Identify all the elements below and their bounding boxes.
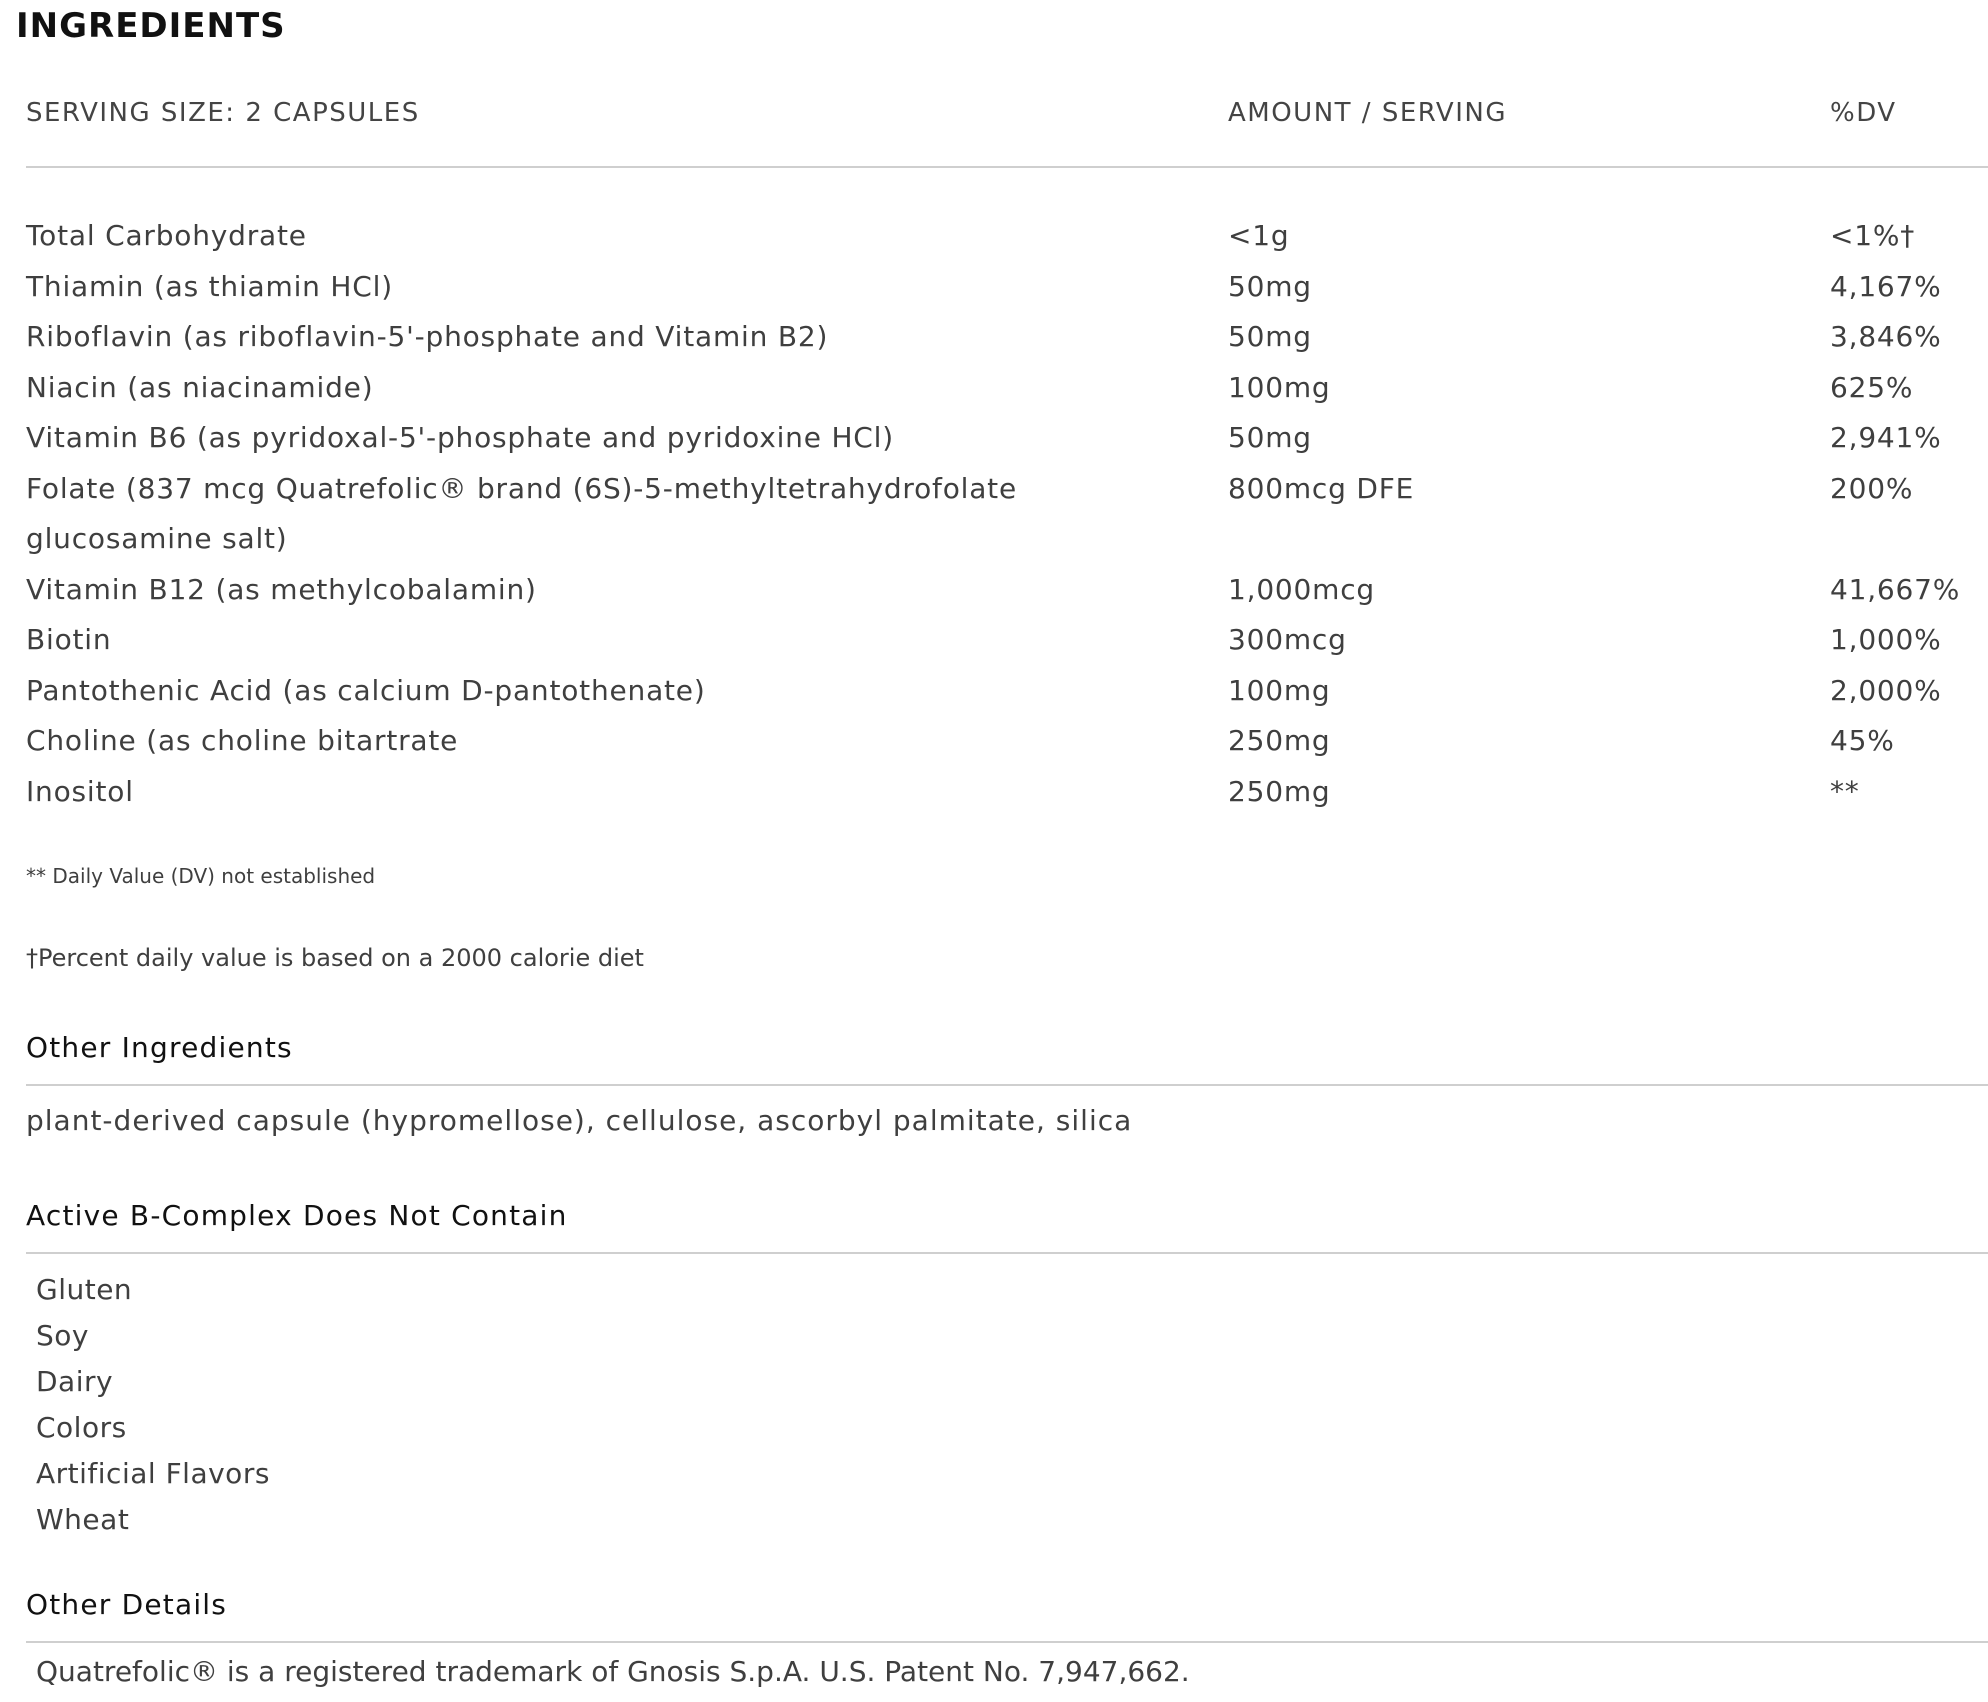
list-item: Colors <box>36 1411 127 1444</box>
nutrient-name: Vitamin B6 (as pyridoxal-5'-phosphate and pyridoxine HCl) <box>26 421 894 454</box>
header-divider <box>26 166 1988 168</box>
header-amount: AMOUNT / SERVING <box>1228 98 1507 128</box>
nutrient-amount: 50mg <box>1228 421 1312 454</box>
other-details-divider <box>26 1641 1988 1643</box>
nutrient-dv: 4,167% <box>1830 269 1942 303</box>
nutrient-dv: ** <box>1830 774 1860 808</box>
nutrient-name: Pantothenic Acid (as calcium D-pantothenate) <box>26 673 706 707</box>
nutrient-amount: 50mg <box>1228 269 1312 303</box>
table-row <box>26 767 1988 818</box>
nutrient-name: Folate (837 mcg Quatrefolic® brand (6S)-5-methyltetrahydrofolate glucosamine salt) <box>26 471 1017 555</box>
table-row <box>26 363 1988 414</box>
table-row <box>26 716 1988 767</box>
nutrient-amount: 250mg <box>1228 724 1331 757</box>
nutrient-name: Vitamin B12 (as methylcobalamin) <box>26 572 537 606</box>
table-row <box>26 262 1988 313</box>
nutrient-amount: 800mcg DFE <box>1228 471 1415 505</box>
other-ingredients-title: Other Ingredients <box>26 1031 293 1064</box>
table-row <box>26 666 1988 717</box>
does-not-contain-title: Active B-Complex Does Not Contain <box>26 1199 568 1232</box>
nutrient-amount: 1,000mcg <box>1228 572 1376 606</box>
nutrient-name: Niacin (as niacinamide) <box>26 370 374 404</box>
nutrient-dv: 200% <box>1830 471 1914 505</box>
footnote-dv-not-established: ** Daily Value (DV) not established <box>26 864 376 888</box>
other-ingredients-text: plant-derived capsule (hypromellose), cellulose, ascorbyl palmitate, silica <box>26 1104 1133 1137</box>
other-ingredients-divider <box>26 1084 1988 1086</box>
nutrient-name: Thiamin (as thiamin HCl) <box>26 269 393 303</box>
table-row <box>26 211 1988 262</box>
list-item: Gluten <box>36 1273 133 1306</box>
table-row <box>26 565 1988 616</box>
nutrient-name: Choline (as choline bitartrate <box>26 724 459 757</box>
page-title: INGREDIENTS <box>16 6 286 46</box>
nutrient-amount: <1g <box>1228 219 1290 252</box>
nutrient-dv: 3,846% <box>1830 320 1942 353</box>
header-dv: %DV <box>1830 98 1897 128</box>
nutrient-amount: 50mg <box>1228 320 1312 353</box>
nutrient-name: Total Carbohydrate <box>26 219 307 252</box>
nutrient-dv: 625% <box>1830 370 1914 404</box>
list-item: Soy <box>36 1319 89 1352</box>
list-item: Artificial Flavors <box>36 1457 270 1490</box>
footnote-percent-basis: †Percent daily value is based on a 2000 calorie diet <box>26 944 644 972</box>
does-not-contain-list <box>36 1267 270 1543</box>
nutrient-amount: 300mcg <box>1228 623 1347 656</box>
table-row <box>26 464 1988 565</box>
nutrient-dv: 2,000% <box>1830 673 1942 707</box>
other-details-title: Other Details <box>26 1588 228 1621</box>
header-serving-size: SERVING SIZE: 2 CAPSULES <box>26 98 420 128</box>
nutrient-dv: 45% <box>1830 724 1895 757</box>
nutrient-dv: 2,941% <box>1830 421 1942 454</box>
nutrient-amount: 100mg <box>1228 673 1331 707</box>
does-not-contain-divider <box>26 1252 1988 1254</box>
nutrient-name: Inositol <box>26 774 134 808</box>
nutrient-amount: 100mg <box>1228 370 1331 404</box>
nutrient-name: Riboflavin (as riboflavin-5'-phosphate and Vitamin B2) <box>26 320 829 353</box>
table-row <box>26 312 1988 363</box>
nutrient-dv: 41,667% <box>1830 572 1961 606</box>
other-details-text: Quatrefolic® is a registered trademark of Gnosis S.p.A. U.S. Patent No. 7,947,662. <box>36 1655 1190 1688</box>
table-row <box>26 413 1988 464</box>
nutrient-name: Biotin <box>26 623 112 656</box>
nutrient-table-body <box>26 211 1988 817</box>
list-item: Dairy <box>36 1365 114 1398</box>
table-row <box>26 615 1988 666</box>
table-header <box>26 96 1988 136</box>
nutrient-dv: 1,000% <box>1830 623 1942 656</box>
nutrient-dv: <1%† <box>1830 219 1916 252</box>
list-item: Wheat <box>36 1503 130 1536</box>
nutrient-amount: 250mg <box>1228 774 1331 808</box>
